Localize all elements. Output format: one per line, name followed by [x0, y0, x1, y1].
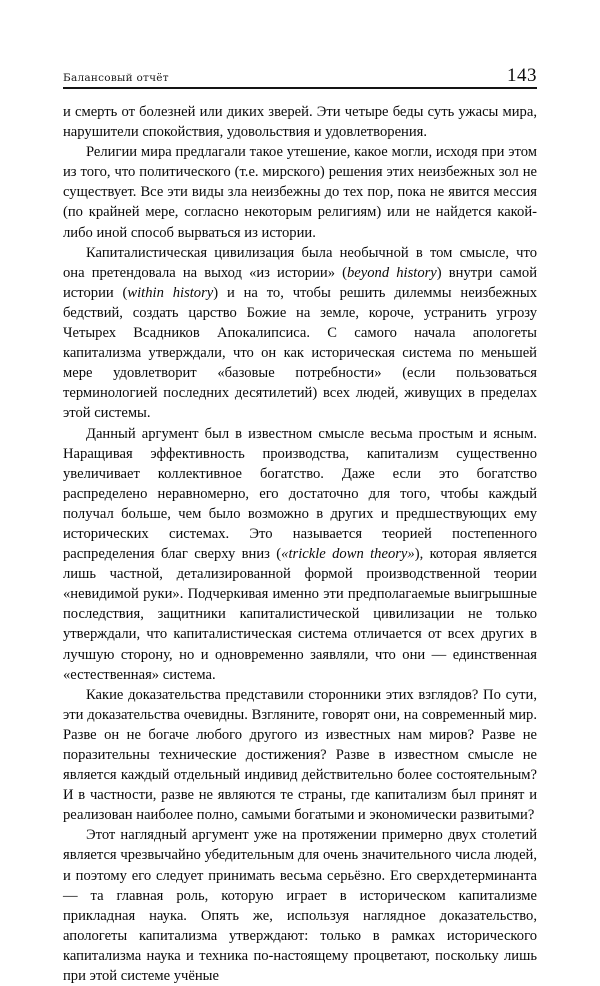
paragraph: Этот наглядный аргумент уже на протяжении примерно двух столетий является чрезвычайно убедительным для очень значительного числа людей, и поэтому его следует принимать весьма серьёзно. Его сверхдетерминанта — та главная роль, которую играет в историческом капитализме прикладная наука. Опять же, используя наглядное доказательство, апологеты капитализма утверждают: только в рамках исторического капитализма наука и техника по-настоящему процветают, поскольку лишь при этой системе учёные [63, 827, 537, 985]
paragraph: Данный аргумент был в известном смысле весьма простым и ясным. Наращивая эффективность производства, капитализм существенно увеличивает коллективное богатство. Даже если это богатство распределено неравномерно, его достаточно для того, чтобы каждый получал больше, чем было возможно в других и предшествующих ему исторических системах. Это называется теорией постепенного распределения благ сверху вниз («trickle down theory»), которая является лишь частной, детализированной формой производственной теории «невидимой руки». Подчеркивая именно эти предполагаемые выигрышные последствия, защитники капиталистической цивилизации не только утверждали, что капиталистическая система отличается от всех других в лучшую сторону, но и одновременно заявляли, что они — единственная «естественная» система. [63, 425, 538, 683]
italic-phrase: within history [127, 284, 214, 301]
page-content-area [63, 62, 537, 986]
page-number: 143 [507, 65, 537, 86]
italic-phrase: «trickle down theory» [281, 546, 415, 563]
header-divider-rule [63, 87, 537, 89]
body-text-column [63, 102, 537, 986]
paragraph: Капиталистическая цивилизация была необычной в том смысле, что она претендовала на выход «из истории» (beyond history) внутри самой истории (within history) и на то, чтобы решить дилеммы неизбежных бедствий, создать царство Божие на земле, короче, устранить угрозу Четырех Всадников Апокалипсиса. С самого начала апологеты капитализма утверждали, что он как историческая система по меньшей мере удовлетворит «базовые потребности» (если пользоваться терминологией последних десятилетий) всех людей, живущих в пределах этой системы. [63, 244, 538, 422]
running-head-title: Балансовый отчёт [63, 72, 169, 84]
paragraph: и смерть от болезней или диких зверей. Эти четыре беды суть ужасы мира, нарушители спокойствия, удовольствия и удовлетворения. [63, 104, 537, 141]
running-head [63, 62, 537, 86]
paragraph: Какие доказательства представили сторонники этих взглядов? По сути, эти доказательства очевидны. Взгляните, говорят они, на современный мир. Разве он не богаче любого другого из известных нам миров? Разве не поразительны технические достижения? Разве в известном смысле не является каждый отдельный индивид действительно более состоятельным? И в частности, разве не являются те страны, где капитализм был принят и реализован наиболее полно, самыми богатыми и экономически развитыми? [63, 686, 537, 824]
paragraph: Религии мира предлагали такое утешение, какое могли, исходя при этом из того, что политического (т.е. мирского) решения этих неизбежных зол не существует. Все эти виды зла неизбежны до тех пор, пока не явится мессия (по крайней мере, согласно некоторым религиям) или не найдется какой-либо иной способ вырваться из истории. [63, 144, 537, 241]
italic-phrase: beyond history [347, 264, 437, 281]
